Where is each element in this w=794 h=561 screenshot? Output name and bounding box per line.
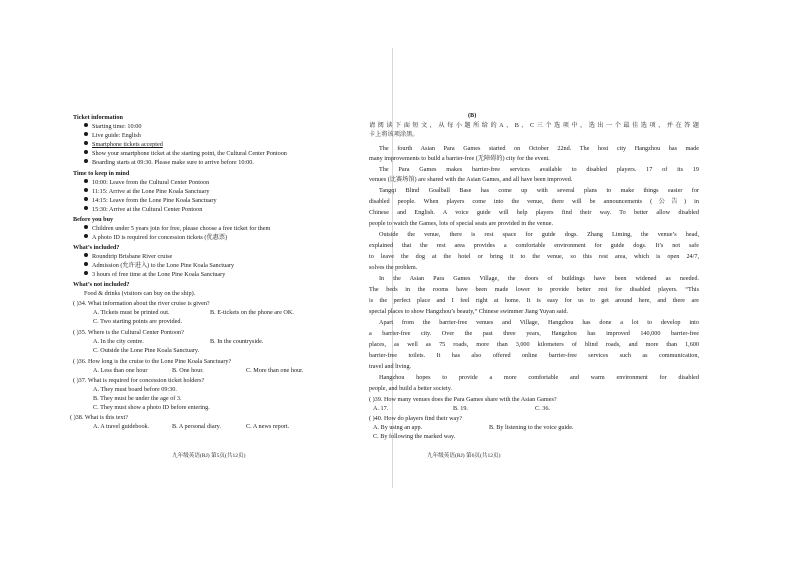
- list-item: Starting time: 10:00: [84, 123, 142, 131]
- list-item: A photo ID is required for concession tickets (优惠票): [84, 234, 227, 242]
- option-40c[interactable]: C. By following the marked way.: [373, 433, 456, 440]
- option-36b[interactable]: B. One hour.: [172, 367, 204, 374]
- list-item: Smartphone tickets accepted: [84, 141, 163, 149]
- bullet-icon: [84, 225, 88, 229]
- option-35b[interactable]: B. In the countryside.: [210, 338, 264, 345]
- option-36c[interactable]: C. More than one hour.: [246, 367, 304, 374]
- bullet-icon: [84, 141, 88, 145]
- option-38c[interactable]: C. A news report.: [246, 423, 290, 430]
- not-included-text: Food & drinks (visitors can buy on the ship).: [84, 290, 196, 297]
- question-38: ( )38. What is this text?: [70, 414, 128, 421]
- list-item: Admission (允许进入) to the Lone Pine Koala Sanctuary: [84, 262, 234, 270]
- paragraph-line: The fourth Asian Para Games started on October 22nd. The host city Hangzhou has made: [379, 145, 699, 152]
- bullet-icon: [84, 206, 88, 210]
- right-page: [369, 0, 794, 561]
- question-34: ( )34. What information about the river cruise is given?: [73, 300, 210, 307]
- time-heading: Time to keep in mind: [73, 170, 130, 177]
- list-item: Show your smartphone ticket at the starting point, the Cultural Center Pontoon: [84, 150, 287, 158]
- list-item: 15:30: Arrive at the Cultural Center Pontoon: [84, 206, 202, 214]
- paragraph-line: places, as well as 75 roads, more than 3,000 kilometers of blind roads, and more than 1,600: [369, 341, 699, 348]
- bullet-icon: [84, 197, 88, 201]
- bullet-icon: [84, 253, 88, 257]
- bullet-icon: [84, 150, 88, 154]
- option-34b[interactable]: B. E-tickets on the phone are OK.: [210, 309, 294, 316]
- list-item: Children under 5 years join for free, please choose a free ticket for them: [84, 225, 270, 233]
- option-37b[interactable]: B. They must be under the age of 3.: [93, 395, 182, 402]
- question-40: ( )40. How do players find their way?: [369, 415, 463, 422]
- paragraph-line: The Para Games makes barrier-free services available to disabled players. 17 of its 19: [379, 166, 699, 173]
- page-footer: 九年级英语(RJ) 第5页(共12页): [172, 453, 246, 459]
- paragraph-line: Apart from the barrier-free venues and Village, Hangzhou has done a lot to develop into: [379, 319, 699, 326]
- paragraph-line: special places to show Hangzhou’s beauty,” Chinese swimmer Jiang Yuyan said.: [369, 308, 569, 315]
- question-39: ( )39. How many venues does the Para Games share with the Asian Games?: [369, 396, 557, 403]
- instruction-line: 请阅读下面短文，从每小题所给的A、B、C三个选项中，选出一个最佳选项，并在答题: [369, 122, 699, 129]
- not-included-heading: What’s not included?: [73, 281, 130, 288]
- bullet-icon: [84, 188, 88, 192]
- option-35c[interactable]: C. Outside the Lone Pine Koala Sanctuary.: [93, 347, 200, 354]
- instruction-line: 卡上将该项涂黑。: [369, 131, 419, 138]
- paragraph-line: people, and build a better society.: [369, 385, 452, 392]
- paragraph-line: Outside the venue, there is rest space for guide dogs. Zhang Liming, the venue’s head,: [379, 231, 699, 238]
- list-item: 14:15: Leave from the Lone Pine Koala Sanctuary: [84, 197, 217, 205]
- paragraph-line: Hangzhou hopes to provide a more comfortable and warm environment for disabled: [379, 374, 699, 381]
- included-heading: What’s included?: [73, 244, 120, 251]
- section-title: (B): [468, 112, 477, 119]
- before-buy-heading: Before you buy: [73, 216, 114, 223]
- list-item: Boarding starts at 09:30. Please make sure to arrive before 10:00.: [84, 159, 254, 167]
- paragraph-line: Tangqi Blind Goalball Base has come up with several plans to make things easier for: [379, 187, 699, 194]
- option-35a[interactable]: A. In the city centre.: [93, 338, 144, 345]
- option-39c[interactable]: C. 36.: [535, 405, 550, 412]
- paragraph-line: a barrier-free city. Over the past three years, Hangzhou has improved 140,000 barrier-free: [369, 330, 699, 337]
- option-38a[interactable]: A. A travel guidebook.: [93, 423, 150, 430]
- paragraph-line: travel and living.: [369, 363, 412, 370]
- paragraph-line: barrier-free toilets. It has also offered online barrier-free services such as communication,: [369, 352, 699, 359]
- option-34a[interactable]: A. Tickets must be printed out.: [93, 309, 170, 316]
- paragraph-line: people to watch the Games, lots of special seats are provided in the venue.: [369, 220, 554, 227]
- question-37: ( )37. What is required for concession ticket holders?: [73, 377, 205, 384]
- list-item: 11:15: Arrive at the Lone Pine Koala Sanctuary: [84, 188, 209, 196]
- list-item: Live guide: English: [84, 132, 141, 140]
- option-36a[interactable]: A. Less than one hour: [93, 367, 148, 374]
- list-item: Roundtrip Brisbane River cruise: [84, 253, 172, 261]
- option-40b[interactable]: B. By listening to the voice guide.: [489, 424, 574, 431]
- paragraph-line: In the Asian Para Games Village, the doors of buildings have been widened as needed.: [379, 275, 699, 282]
- option-39a[interactable]: A. 17.: [373, 405, 389, 412]
- question-35: ( )35. Where is the Cultural Center Pontoon?: [73, 329, 184, 336]
- bullet-icon: [84, 179, 88, 183]
- ticket-info-heading: Ticket information: [73, 114, 123, 121]
- paragraph-line: is the perfect place and I feel right at home. It is easy for us to get around here, and there are: [369, 297, 699, 304]
- paragraph-line: venues (比赛场馆) are shared with the Asian Games, and all have been improved.: [369, 176, 573, 183]
- paragraph-line: solves the problem.: [369, 264, 418, 271]
- option-34c[interactable]: C. Two starting points are provided.: [93, 318, 182, 325]
- list-item: 3 hours of free time at the Lone Pine Koala Sanctuary: [84, 271, 225, 279]
- bullet-icon: [84, 123, 88, 127]
- question-36: ( )36. How long is the cruise to the Lone Pine Koala Sanctuary?: [73, 358, 232, 365]
- option-37c[interactable]: C. They must show a photo ID before entering.: [93, 404, 210, 411]
- paragraph-line: The beds in the rooms have been made lower to provide better rest for disabled players. “This: [369, 286, 699, 293]
- bullet-icon: [84, 271, 88, 275]
- paragraph-line: explained that the rest area provides a comfortable environment for guide dogs. It’s not safe: [369, 242, 699, 249]
- bullet-icon: [84, 262, 88, 266]
- bullet-icon: [84, 234, 88, 238]
- paragraph-line: disabled people. When players come into the venue, there will be announcements (公告) in: [369, 198, 699, 205]
- option-40a[interactable]: A. By using an app.: [373, 424, 423, 431]
- paragraph-line: to leave the dog at the hotel or bring it to the venue, so this rest area, which is open 24/7,: [369, 253, 699, 260]
- bullet-icon: [84, 132, 88, 136]
- option-39b[interactable]: B. 19.: [453, 405, 468, 412]
- bullet-icon: [84, 159, 88, 163]
- option-38b[interactable]: B. A personal diary.: [172, 423, 221, 430]
- paragraph-line: Chinese and English. A voice guide will help players find their way. To better allow disabled: [369, 209, 699, 216]
- option-37a[interactable]: A. They must board before 09:30.: [93, 386, 177, 393]
- paragraph-line: many improvements to build a barrier-free (无障碍的) city for the event.: [369, 155, 550, 162]
- page-footer: 九年级英语(RJ) 第6页(共12页): [427, 453, 501, 459]
- list-item: 10:00: Leave from the Cultural Center Pontoon: [84, 179, 209, 187]
